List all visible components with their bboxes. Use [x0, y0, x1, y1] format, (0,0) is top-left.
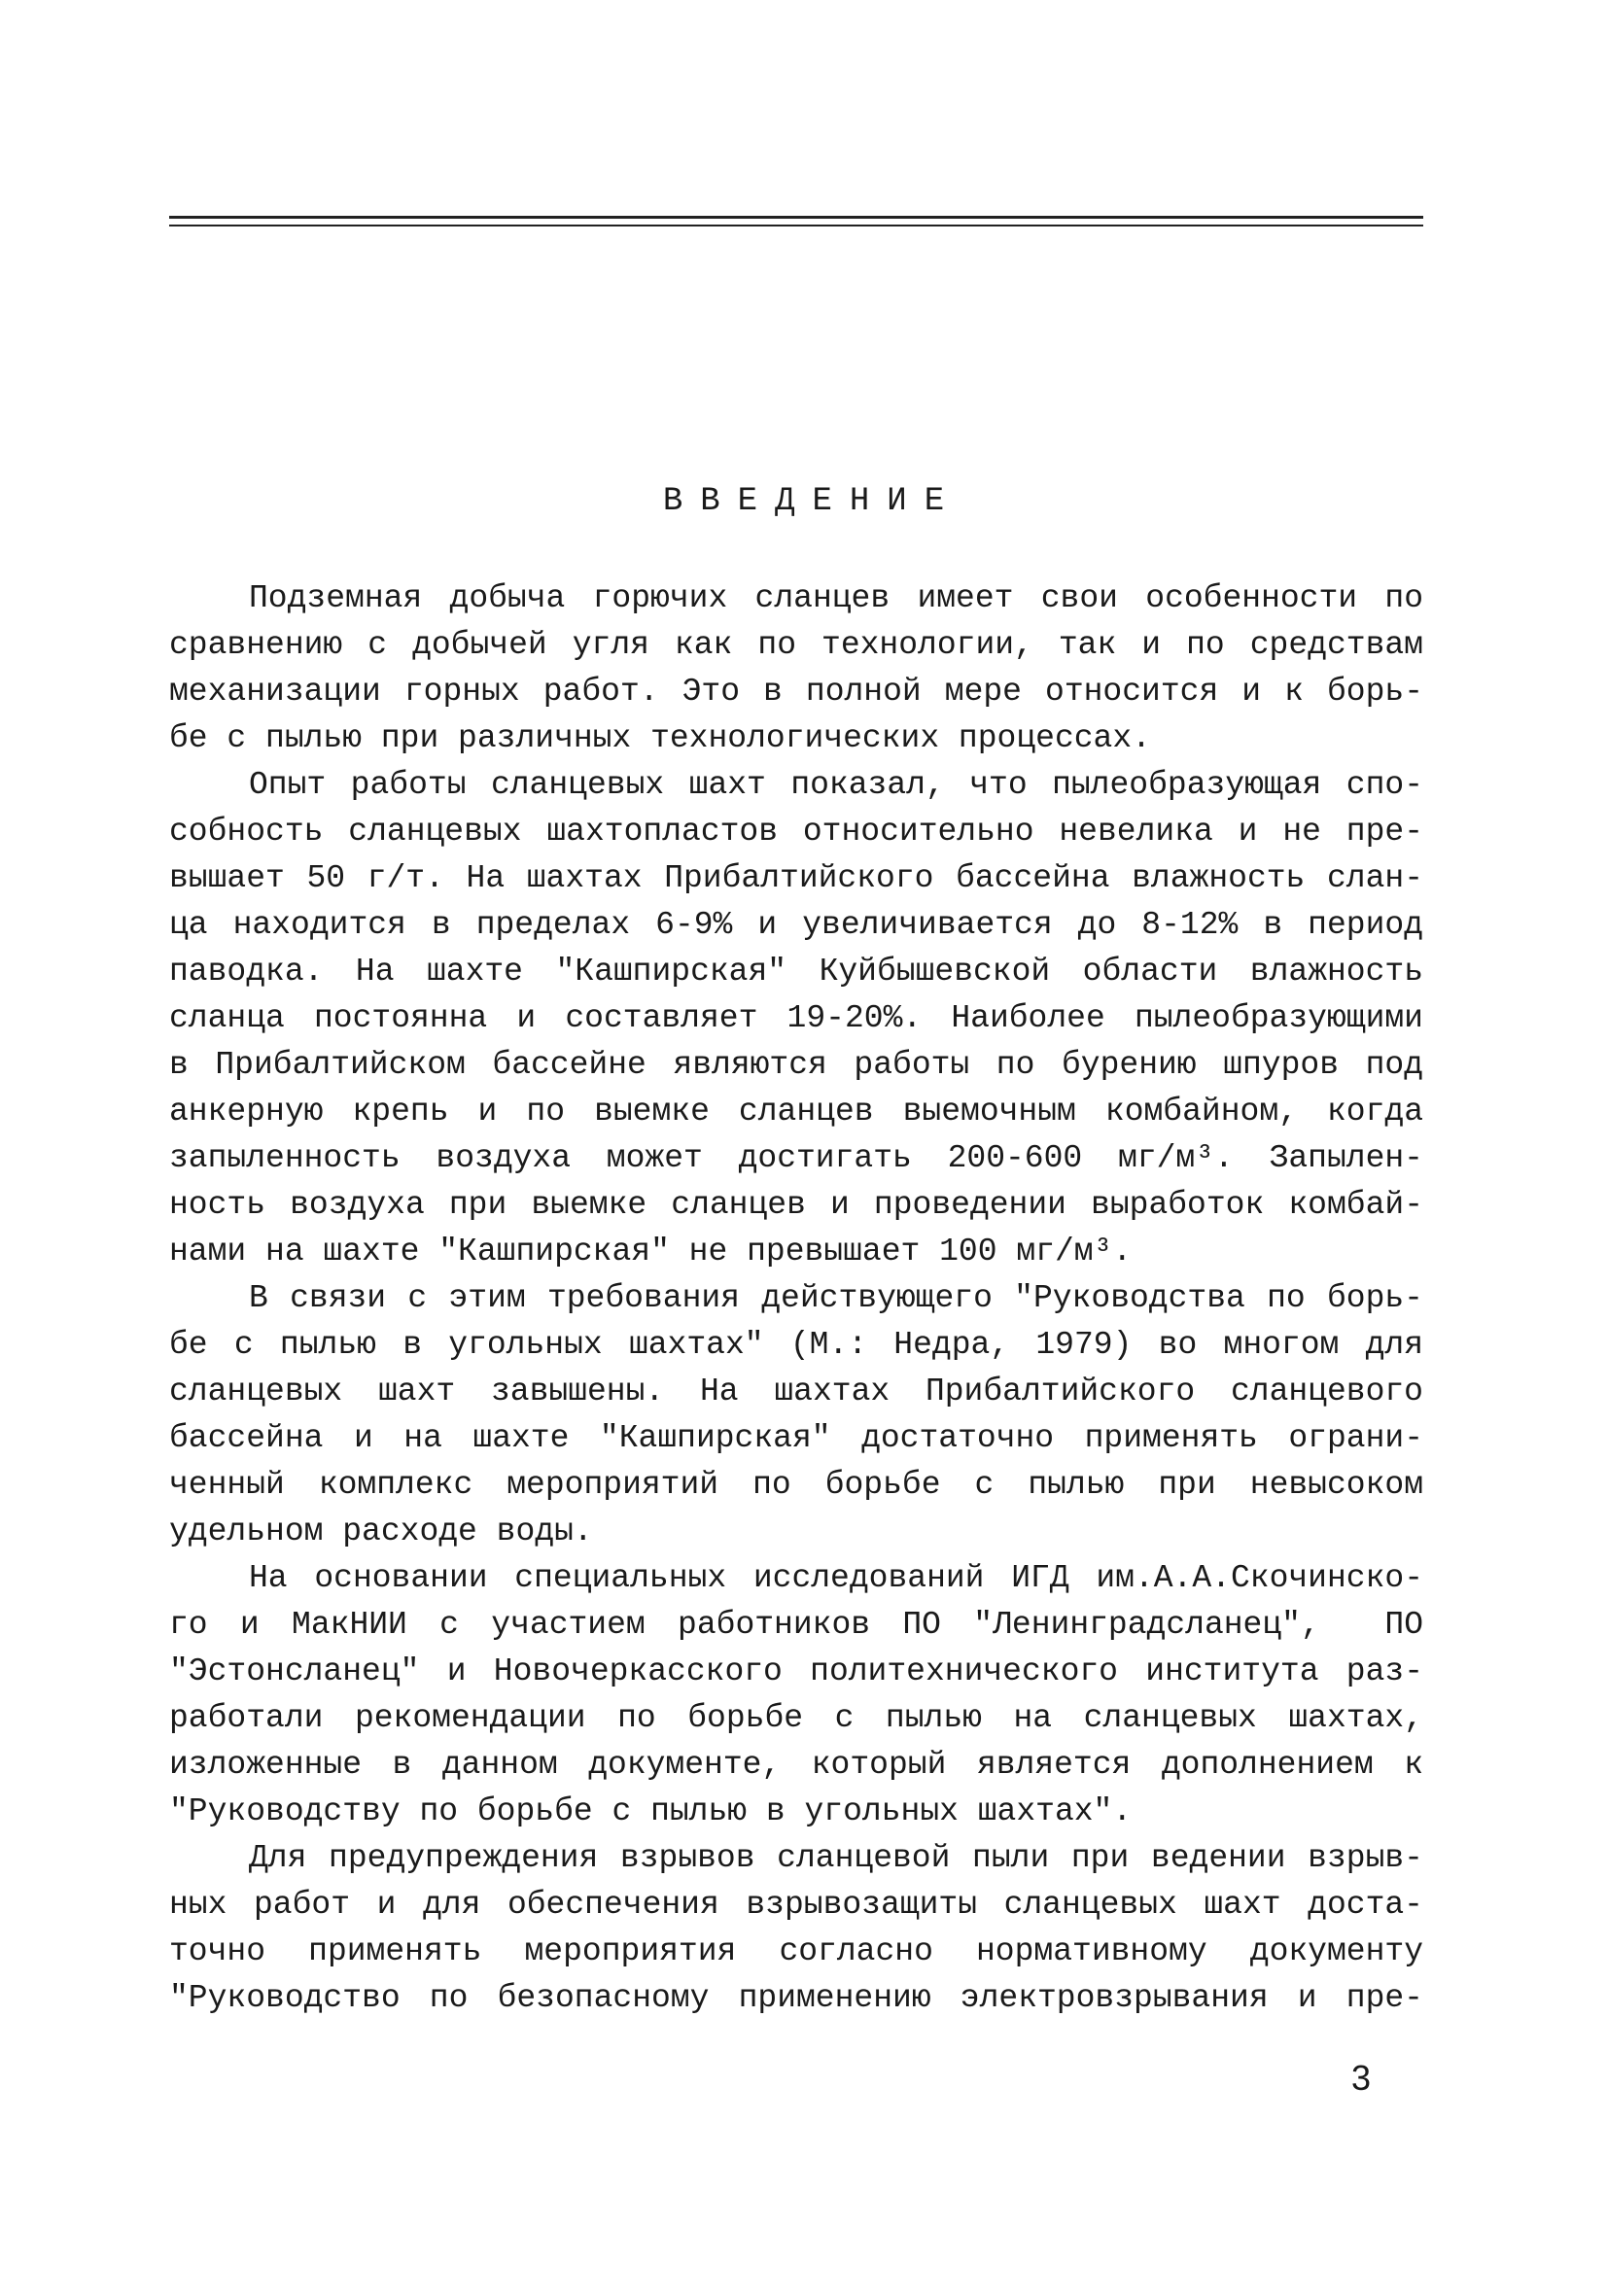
text-line: "Эстонсланец" и Новочеркасского политехнического института раз- [169, 1653, 1423, 1689]
body-text [169, 575, 1423, 2022]
text-line: анкерную крепь и по выемке сланцев выемочным комбайном, когда [169, 1094, 1423, 1130]
text-line: бе с пылью в угольных шахтах" (М.: Недра, 1979) во многом для [169, 1327, 1423, 1363]
text-line: сланца постоянна и составляет 19-20%. Наиболее пылеобразующими [169, 1000, 1423, 1036]
text-line: ность воздуха при выемке сланцев и проведении выработок комбай- [169, 1187, 1423, 1223]
text-line: сланцевых шахт завышены. На шахтах Прибалтийского сланцевого [169, 1374, 1423, 1409]
text-line: "Руководство по безопасному применению электровзрывания и пре- [169, 1980, 1423, 2016]
text-line: ченный комплекс мероприятий по борьбе с пылью при невысоком [169, 1467, 1423, 1503]
text-line: запыленность воздуха может достигать 200-600 мг/м³. Запылен- [169, 1140, 1423, 1176]
text-line: "Руководству по борьбе с пылью в угольных шахтах". [169, 1793, 1133, 1829]
text-line: работали рекомендации по борьбе с пылью на сланцевых шахтах, [169, 1700, 1423, 1736]
text-line: вышает 50 г/т. На шахтах Прибалтийского бассейна влажность слан- [169, 860, 1423, 896]
header-rules [169, 216, 1423, 232]
text-line: Подземная добыча горючих сланцев имеет свои особенности по [249, 580, 1423, 616]
text-line: Для предупреждения взрывов сланцевой пыли при ведении взрыв- [249, 1840, 1423, 1876]
text-line: ца находится в пределах 6-9% и увеличивается до 8-12% в период [169, 907, 1423, 943]
text-line: точно применять мероприятия согласно нормативному документу [169, 1933, 1423, 1969]
header-rule-top [169, 216, 1423, 219]
text-line: паводка. На шахте "Кашпирская" Куйбышевской области влажность [169, 954, 1423, 990]
header-rule-bottom [169, 225, 1423, 226]
text-line: бе с пылью при различных технологических процессах. [169, 720, 1151, 756]
text-line: го и МакНИИ с участием работников ПО "Ленинградсланец", ПО [169, 1607, 1423, 1643]
section-title: ВВЕДЕНИЕ [662, 483, 962, 520]
text-line: механизации горных работ. Это в полной мере относится и к борь- [169, 674, 1423, 710]
text-line: в Прибалтийском бассейне являются работы по бурению шпуров под [169, 1047, 1423, 1083]
text-line: Опыт работы сланцевых шахт показал, что пылеобразующая спо- [249, 767, 1423, 803]
page-number: 3 [1351, 2058, 1372, 2098]
text-line: ных работ и для обеспечения взрывозащиты сланцевых шахт доста- [169, 1887, 1423, 1923]
text-line: На основании специальных исследований ИГД им.А.А.Скочинско- [249, 1560, 1423, 1596]
text-line: нами на шахте "Кашпирская" не превышает 100 мг/м³. [169, 1234, 1133, 1270]
text-line: В связи с этим требования действующего "Руководства по борь- [249, 1280, 1423, 1316]
text-line: бассейна и на шахте "Кашпирская" достаточно применять ограни- [169, 1420, 1423, 1456]
text-line: собность сланцевых шахтопластов относительно невелика и не пре- [169, 814, 1423, 850]
text-line: сравнению с добычей угля как по технологии, так и по средствам [169, 627, 1423, 663]
text-line: удельном расходе воды. [169, 1513, 593, 1549]
text-line: изложенные в данном документе, который является дополнением к [169, 1747, 1423, 1783]
